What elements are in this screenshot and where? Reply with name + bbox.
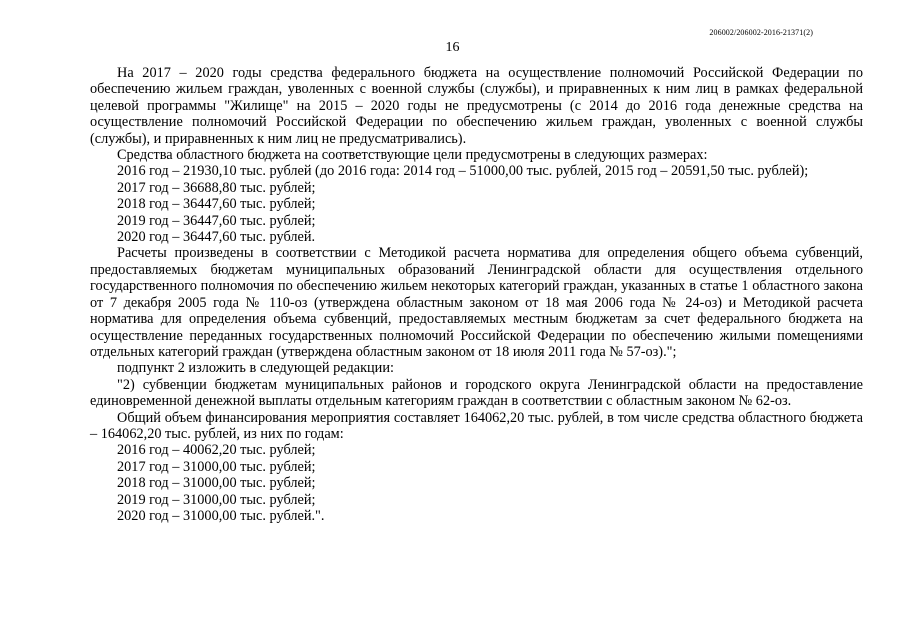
document-body [90,65,863,524]
funding-line-2020: 2020 год – 31000,00 тыс. рублей.". [117,507,325,524]
budget-line-2020: 2020 год – 36447,60 тыс. рублей. [117,229,316,246]
funding-line-2018: 2018 год – 31000,00 тыс. рублей; [117,475,316,492]
budget-line-2017: 2017 год – 36688,80 тыс. рублей; [117,179,316,196]
paragraph-subventions: "2) субвенции бюджетам муниципальных районов и городского округа Ленинградской области на предоставление единовременной денежной выплаты отдельным категориям граждан в соответствии с областным законом № 62-оз. [90,376,863,410]
budget-line-2018: 2018 год – 36447,60 тыс. рублей; [117,196,316,213]
funding-line-2016: 2016 год – 40062,20 тыс. рублей; [117,442,316,459]
paragraph-total-funding: Общий объем финансирования мероприятия составляет 164062,20 тыс. рублей, в том числе средства областного бюджета – 164062,20 тыс. рублей, из них по годам: [90,409,863,442]
funding-line-2019: 2019 год – 31000,00 тыс. рублей; [117,491,316,508]
funding-line-2017: 2017 год – 31000,00 тыс. рублей; [117,458,316,475]
document-id: 206002/206002-2016-21371(2) [709,28,813,37]
paragraph-subpoint-2: подпункт 2 изложить в следующей редакции: [117,360,394,377]
budget-line-2016: 2016 год – 21930,10 тыс. рублей (до 2016 года: 2014 год – 51000,00 тыс. рублей, 2015 год – 20591,50 тыс. рублей); [117,163,809,180]
page-number: 16 [445,40,460,55]
budget-line-2019: 2019 год – 36447,60 тыс. рублей; [117,212,316,229]
paragraph-federal-budget: На 2017 – 2020 годы средства федерального бюджета на осуществление полномочий Российской Федерации по обеспечению жильем граждан, уволенных с военной службы (службы), и приравненных к ним лиц в рамках федеральной целевой программы "Жилище" на 2015 – 2020 годы не предусмотрены (с 2014 до 2016 года денежные средства на осуществление полномочий Российской Федерации по обеспечению жильем граждан, уволенных с военной службы (службы), и приравненных к ним лиц не предусматривались). [90,65,863,147]
paragraph-calculation-method: Расчеты произведены в соответствии с Методикой расчета норматива для определения общего объема субвенций, предоставляемых бюджетам муниципальных образований Ленинградской области для осуществления отдельного государственного полномочия по обеспечению жильем некоторых категорий граждан, указанных в статье 1 областного закона от 7 декабря 2005 года № 110-оз (утверждена областным законом от 18 мая 2006 года № 24-оз) и Методикой расчета норматива для определения объема субвенций, предоставляемых местным бюджетам за счет федерального бюджета на осуществление переданных государственных полномочий Российской Федерации по обеспечению жилыми помещениями отдельных категорий граждан (утверждена областным законом от 18 июля 2011 года № 57-оз)."; [90,245,863,360]
paragraph-regional-budget: Средства областного бюджета на соответствующие цели предусмотрены в следующих размерах: [117,147,708,164]
